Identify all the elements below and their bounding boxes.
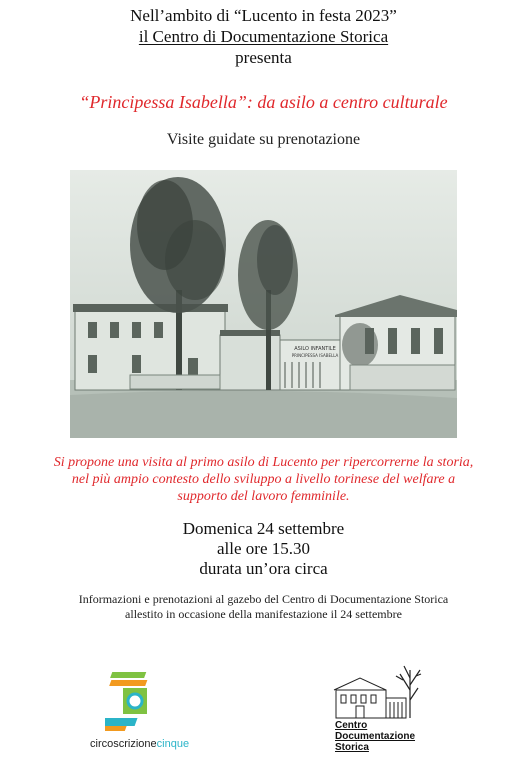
- logo-right-line3: Storica: [335, 742, 369, 753]
- logo-text-main: circoscrizione: [90, 738, 157, 750]
- event-duration: durata un’ora circa: [199, 559, 328, 578]
- centro-documentazione-logo: [330, 660, 422, 722]
- info-line-2: allestito in occasione della manifestazione il 24 settembre: [125, 607, 402, 621]
- centro-documentazione-logo-text: [335, 720, 435, 753]
- logo-text-accent: cinque: [156, 738, 190, 750]
- event-description: Si propone una visita al primo asilo di Lucento per ripercorrerne la storia, nel più ampio contesto dello sviluppo a livello torinese del welfare a supporto del lavoro femminile.: [53, 455, 474, 504]
- logo-right-line1: Centro: [335, 720, 368, 731]
- organizer-name: il Centro di Documentazione Storica: [138, 27, 389, 46]
- historic-photo: [70, 170, 457, 438]
- circoscrizione-logo-text: [90, 738, 189, 750]
- intro-line-2: [0, 27, 527, 47]
- event-time: alle ore 15.30: [217, 539, 310, 558]
- intro-line-3: presenta: [235, 48, 292, 67]
- intro-line-1: Nell’ambito di “Lucento in festa 2023”: [130, 6, 397, 25]
- photo-sign-line2: PRINCIPESSA ISABELLA: [291, 353, 339, 358]
- photo-sign-line1: ASILO INFANTILE: [294, 346, 336, 352]
- event-title: “Principessa Isabella”: da asilo a centro culturale: [79, 92, 448, 112]
- circoscrizione-logo: [105, 670, 165, 740]
- logo-right-line2: Documentazione: [335, 731, 416, 742]
- event-subtitle: Visite guidate su prenotazione: [166, 131, 361, 148]
- event-date: Domenica 24 settembre: [182, 519, 345, 538]
- info-line-1: Informazioni e prenotazioni al gazebo del Centro di Documentazione Storica: [78, 592, 449, 606]
